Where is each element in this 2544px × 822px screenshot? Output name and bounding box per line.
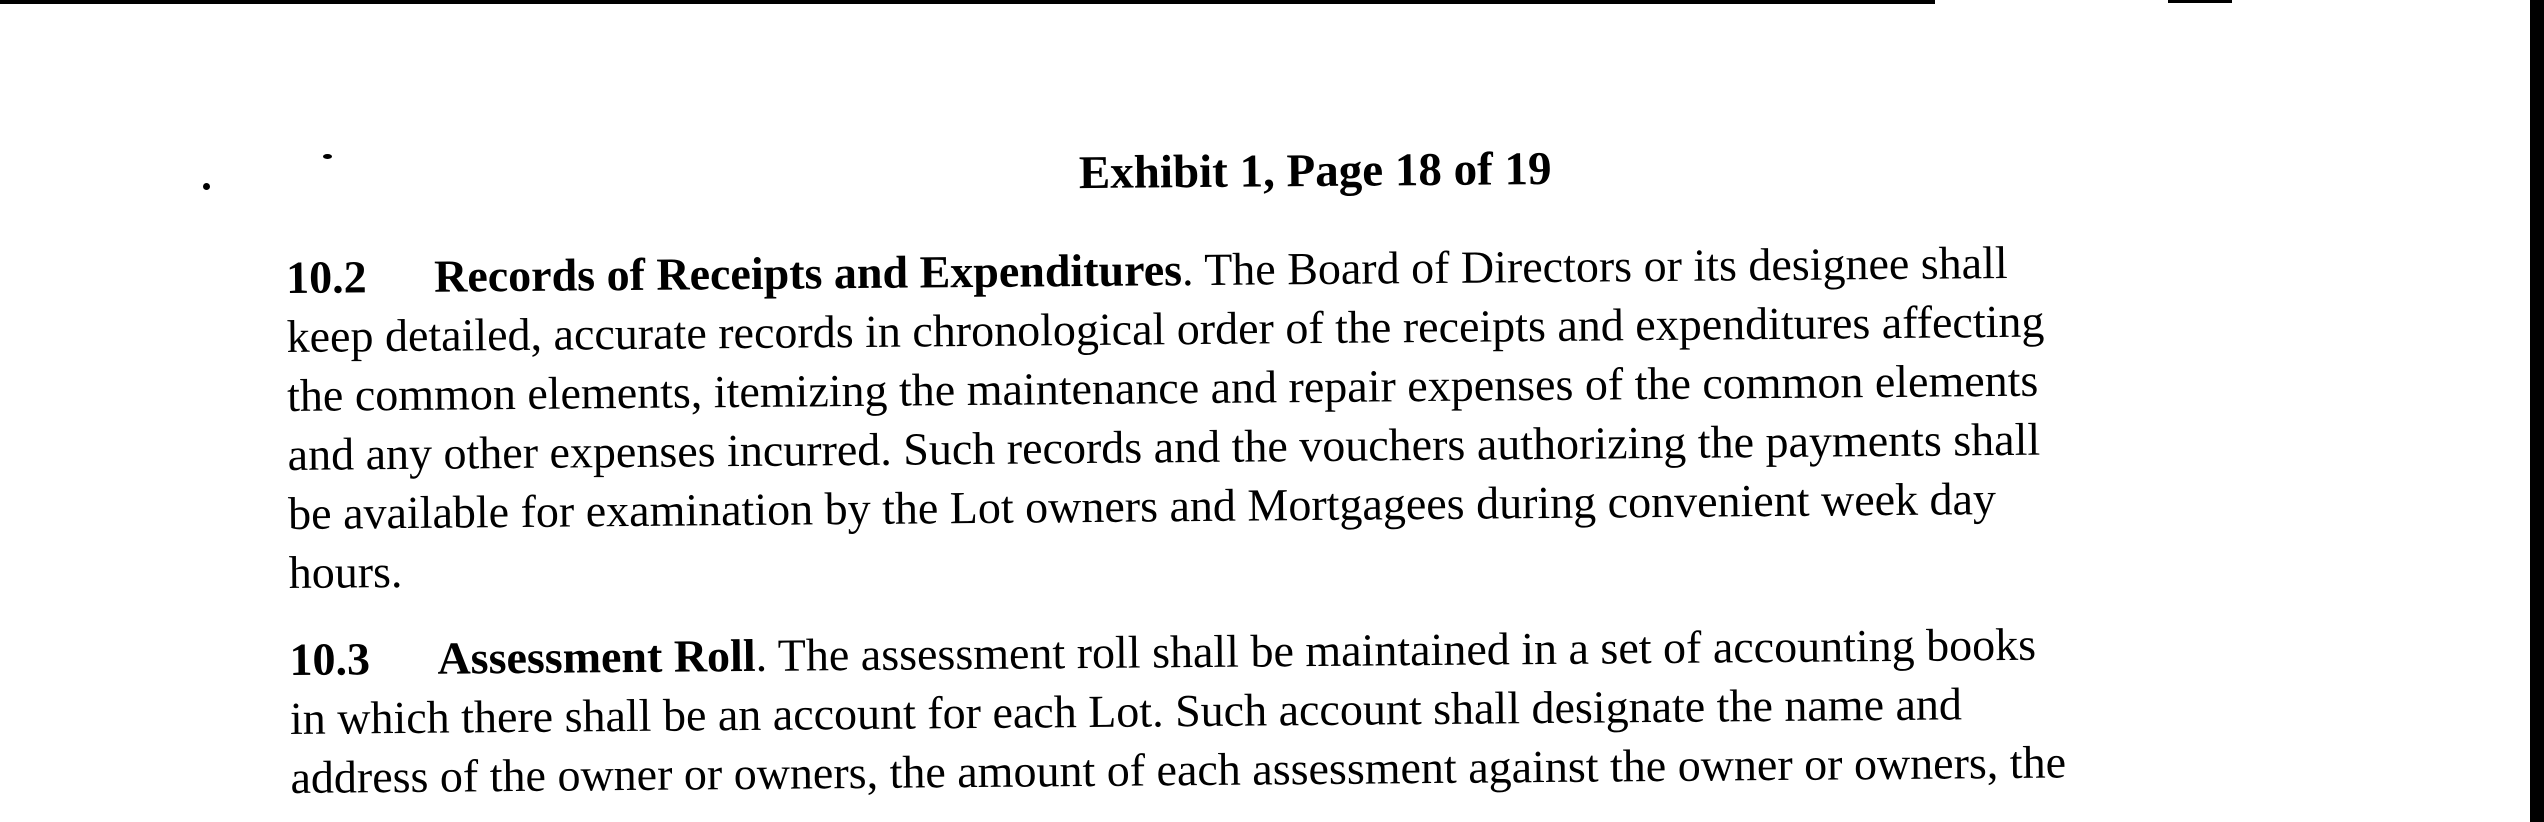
section-10-2	[286, 231, 2229, 602]
scan-edge-right	[2530, 0, 2544, 822]
section-line: hours.	[288, 545, 403, 598]
section-line: keep detailed, accurate records in chronological order of the receipts and expenditures affecting	[286, 295, 2045, 362]
section-heading: Assessment Roll	[437, 629, 756, 684]
scan-speck	[203, 183, 210, 190]
section-line: and any other expenses incurred. Such records and the vouchers authorizing the payments shall	[287, 413, 2041, 480]
scan-edge-top-right	[2168, 0, 2232, 3]
section-line: address of the owner or owners, the amount of each assessment against the owner or owners, the	[290, 736, 2067, 803]
section-line: be available for examination by the Lot owners and Mortgagees during convenient week day	[287, 473, 1997, 539]
section-line: in which there shall be an account for each Lot. Such account shall designate the name and	[289, 678, 1963, 744]
scan-edge-top	[0, 0, 1935, 4]
section-heading: Records of Receipts and Expenditures	[433, 244, 1183, 302]
section-text: . The Board of Directors or its designee shall	[1181, 236, 2008, 296]
section-number: 10.2	[285, 251, 367, 303]
section-number: 10.3	[289, 633, 371, 685]
document-body	[285, 133, 2231, 822]
section-text: . The assessment roll shall be maintained in a set of accounting books	[755, 618, 2037, 681]
section-line: the common elements, itemizing the maintenance and repair expenses of the common elements	[286, 354, 2039, 421]
page-header: Exhibit 1, Page 18 of 19	[1078, 142, 1552, 200]
section-10-3	[289, 613, 2230, 807]
